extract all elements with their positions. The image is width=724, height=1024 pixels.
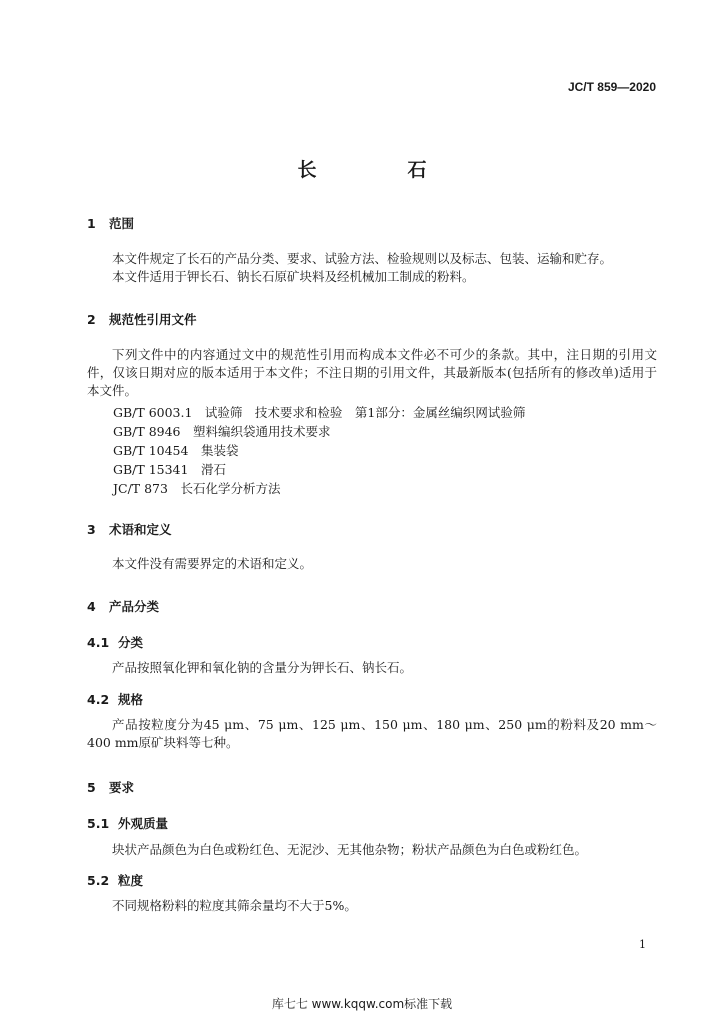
subsection-heading-5-2 [87,871,143,889]
paragraph: 产品按照氧化钾和氧化钠的含量分为钾长石、钠长石。 [112,660,413,675]
section-number: 1 [87,216,96,231]
section-number: 3 [87,522,96,537]
subsection-heading-4-1 [87,633,143,651]
subsection-title: 外观质量 [118,816,169,831]
reference-item: JC/T 873 长石化学分析方法 [113,481,281,496]
section-title: 术语和定义 [109,522,172,537]
section-number: 4 [87,599,96,614]
subsection-number: 4.1 [87,635,110,650]
section-number: 2 [87,312,96,327]
standard-code: JC/T 859—2020 [567,80,656,94]
document-title: 长 石 [297,159,463,181]
section-heading-5 [87,778,134,796]
paragraph: 下列文件中的内容通过文中的规范性引用而构成本文件必不可少的条款。其中，注日期的引用文件，仅该日期对应的版本适用于本文件；不注日期的引用文件，其最新版本(包括所有的修改单)适用于本文件。 [87,347,657,398]
subsection-number: 4.2 [87,692,110,707]
subsection-title: 规格 [118,692,144,707]
section-title: 范围 [109,216,135,231]
paragraph: 产品按粒度分为45 μm、75 μm、125 μm、150 μm、180 μm、250 μm的粉料及20 mm～400 mm原矿块料等七种。 [87,717,657,750]
subsection-title: 分类 [118,635,144,650]
section-heading-3 [87,520,172,538]
reference-item: GB/T 8946 塑料编织袋通用技术要求 [113,424,331,439]
page-number: 1 [639,938,646,951]
paragraph: 本文件适用于钾长石、钠长石原矿块料及经机械加工制成的粉料。 [112,269,475,284]
paragraph: 本文件规定了长石的产品分类、要求、试验方法、检验规则以及标志、包装、运输和贮存。 [112,251,613,266]
subsection-title: 粒度 [118,873,144,888]
subsection-heading-4-2 [87,690,143,708]
footer-watermark: 库七七 www.kqqw.com标准下载 [271,997,453,1011]
section-heading-2 [87,310,197,328]
reference-item: GB/T 15341 滑石 [113,462,226,477]
reference-item: GB/T 6003.1 试验筛 技术要求和检验 第1部分：金属丝编织网试验筛 [113,405,526,420]
section-title: 规范性引用文件 [109,312,197,327]
paragraph: 块状产品颜色为白色或粉红色、无泥沙、无其他杂物；粉状产品颜色为白色或粉红色。 [112,842,588,857]
section-title: 要求 [109,780,135,795]
paragraph: 不同规格粉料的粒度其筛余量均不大于5%。 [112,898,357,913]
section-number: 5 [87,780,96,795]
subsection-number: 5.1 [87,816,110,831]
paragraph: 本文件没有需要界定的术语和定义。 [112,556,313,571]
reference-item: GB/T 10454 集装袋 [113,443,239,458]
section-heading-1 [87,214,134,232]
subsection-number: 5.2 [87,873,110,888]
subsection-heading-5-1 [87,814,168,832]
section-heading-4 [87,597,159,615]
section-title: 产品分类 [109,599,160,614]
